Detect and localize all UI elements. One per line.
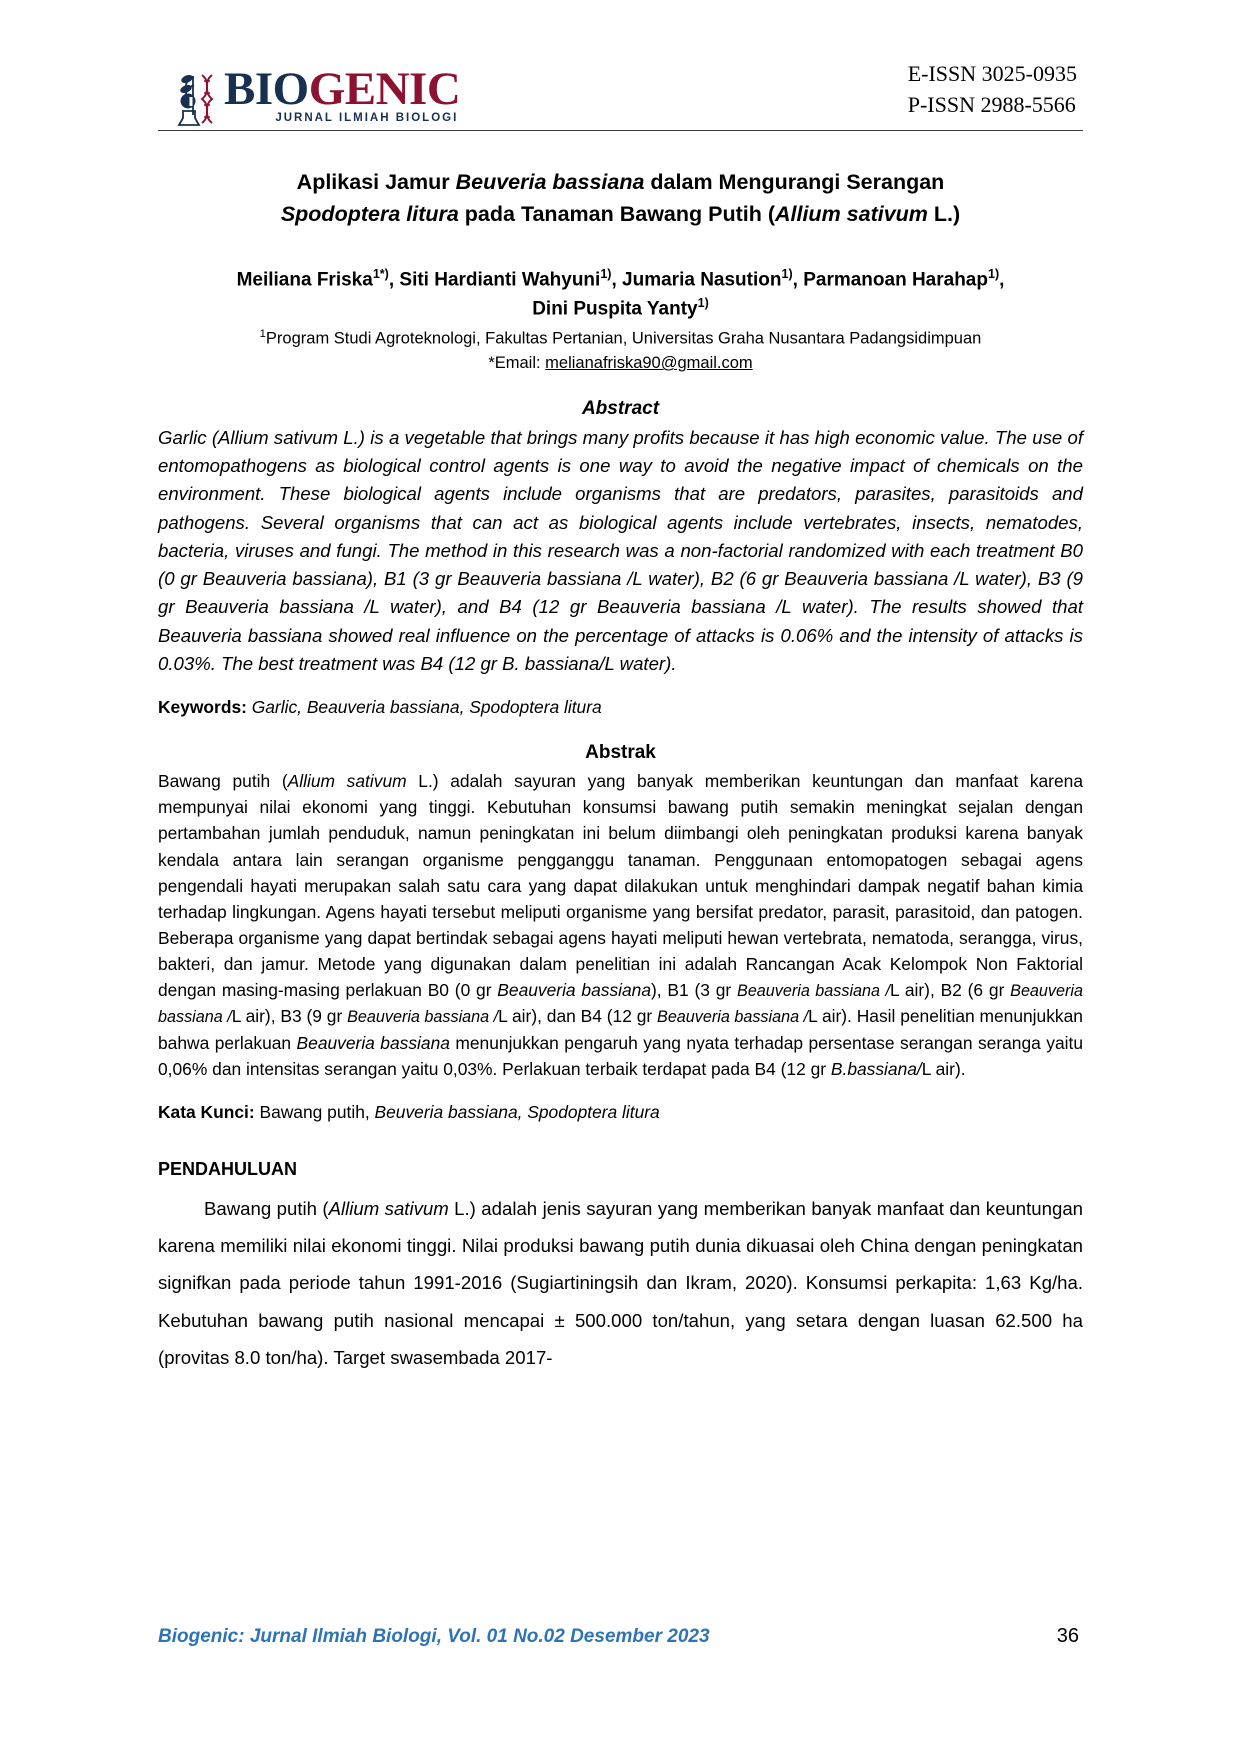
affiliation-marker: 1 bbox=[259, 327, 266, 340]
abstrak-heading: Abstrak bbox=[585, 742, 656, 764]
title-part-1: Aplikasi Jamur bbox=[296, 170, 456, 195]
abstrak-species-3: Beauveria bassiana / bbox=[737, 982, 890, 1001]
abstract-heading: Abstract bbox=[581, 397, 660, 419]
header-divider bbox=[158, 130, 1083, 131]
title-species-2: Spodoptera litura bbox=[280, 202, 459, 227]
footer-journal-line: Biogenic: Jurnal Ilmiah Biologi, Vol. 01 No.02 Desember 2023 bbox=[158, 1626, 710, 1647]
pendahuluan-species: Allium sativum bbox=[328, 1197, 449, 1219]
logo-wordmark bbox=[224, 62, 461, 125]
masthead bbox=[158, 0, 1083, 130]
abstrak-seg-h: menunjukkan pengaruh yang nyata terhadap persentase serangan seranga yaitu 0,06% dan intensitas serangan yaitu 0,03%. Perlakuan terbaik terdapat pada B4 (12 gr bbox=[158, 1032, 1083, 1079]
page-footer bbox=[158, 1625, 1083, 1648]
dna-plant-flask-icon bbox=[176, 71, 222, 127]
article-title bbox=[180, 167, 1061, 231]
abstrak-species-2: Beauveria bassiana bbox=[497, 980, 652, 1001]
issn-block bbox=[908, 58, 1083, 124]
title-species-3: Allium sativum bbox=[774, 202, 928, 227]
abstrak-species-8: B.bassiana/ bbox=[830, 1058, 922, 1079]
pendahuluan-heading: PENDAHULUAN bbox=[158, 1158, 297, 1179]
logo-word-bio: BIO bbox=[224, 62, 309, 115]
kata-kunci-species: Beuveria bassiana, Spodoptera litura bbox=[374, 1101, 660, 1122]
title-part-3: pada Tanaman Bawang Putih ( bbox=[458, 202, 775, 227]
pissn-text: P-ISSN 2988-5566 bbox=[907, 92, 1076, 118]
author-list bbox=[158, 265, 1083, 323]
abstrak-species-1: Allium sativum bbox=[287, 771, 407, 792]
title-species-1: Beuveria bassiana bbox=[455, 170, 645, 195]
abstrak-species-5: Beauveria bassiana / bbox=[347, 1008, 499, 1027]
title-part-2: dalam Mengurangi Serangan bbox=[644, 170, 945, 195]
pendahuluan-paragraph bbox=[158, 1190, 1083, 1376]
pendahuluan-seg-a: Bawang putih ( bbox=[204, 1197, 329, 1219]
logo-subtitle: JURNAL ILMIAH BIOLOGI bbox=[275, 112, 459, 125]
logo-word bbox=[224, 62, 461, 115]
title-part-4: L.) bbox=[927, 202, 961, 227]
logo-word-genic: GENIC bbox=[308, 62, 461, 115]
abstract-text: Garlic (Allium sativum L.) is a vegetable that brings many profits because it has high economic value. The use of entomopathogens as biological control agents is one way to avoid the negative impact of chemicals on the environment. These biological agents include organisms that are predators, parasites, parasitoids and pathogens. Several organisms that can act as biological agents include vertebrates, insects, nematodes, bacteria, viruses and fungi. The method in this research was a non-factorial randomized with each treatment B0 (0 gr Beauveria bassiana), B1 (3 gr Beauveria bassiana /L water), B2 (6 gr Beauveria bassiana /L water), B3 (9 gr Beauveria bassiana /L water), and B4 (12 gr Beauveria bassiana /L water). The results showed that Beauveria bassiana showed real influence on the percentage of attacks is 0.06% and the intensity of attacks is 0.03%. The best treatment was B4 (12 gr B. bassiana/L water). bbox=[158, 426, 1083, 674]
abstrak-seg-a: Bawang putih ( bbox=[158, 771, 288, 792]
author-line-1: Meiliana Friska$^{1*)}$, Siti Hardianti Wahyuni$^{1)}$, Jumaria Nasution$^{1)}$, Parmanoan Harahap$^{1)}$, bbox=[236, 267, 1005, 291]
email-link[interactable]: melianafriska90@gmail.com bbox=[545, 354, 753, 373]
page-content bbox=[158, 0, 1083, 1376]
keywords-value: Garlic, Beauveria bassiana, Spodoptera litura bbox=[246, 697, 602, 718]
kata-kunci-line bbox=[158, 1099, 1083, 1125]
abstrak-seg-e: L air), B3 (9 gr bbox=[231, 1006, 348, 1027]
kata-kunci-value: Bawang putih, bbox=[254, 1101, 375, 1122]
pendahuluan-seg-b: L.) adalah jenis sayuran yang memberikan banyak manfaat dan keuntungan karena memiliki nilai ekonomi tinggi. Nilai produksi bawang putih dunia dikuasai oleh China dengan peningkatan signifkan pada periode tahun 1991-2016 (Sugiartiningsih dan Ikram, 2020). Konsumsi perkapita: 1,63 Kg/ha. Kebutuhan bawang putih nasional mencapai ± 500.000 ton/tahun, yang setara dengan luasan 62.500 ha (provitas 8.0 ton/ha). Target swasembada 2017- bbox=[158, 1197, 1083, 1368]
abstrak-seg-f: L air), dan B4 (12 gr bbox=[498, 1006, 658, 1027]
keywords-label: Keywords: bbox=[158, 697, 247, 718]
abstrak-species-4: Beauveria bassiana / bbox=[158, 982, 1083, 1027]
abstrak-seg-d: L air), B2 (6 gr bbox=[890, 980, 1011, 1001]
eissn-text: E-ISSN 3025-0935 bbox=[907, 61, 1077, 86]
affiliation-text: Program Studi Agroteknologi, Fakultas Pertanian, Universitas Graha Nusantara Padangsidimpuan bbox=[265, 329, 982, 348]
keywords-line bbox=[158, 694, 1083, 720]
abstrak-seg-j: L air). bbox=[921, 1058, 966, 1079]
abstrak-text bbox=[158, 768, 1083, 1082]
footer-page-number: 36 bbox=[1056, 1625, 1079, 1647]
abstrak-seg-c: ), B1 (3 gr bbox=[651, 980, 738, 1001]
author-affiliation bbox=[158, 326, 1083, 351]
abstrak-seg-g: L air). Hasil penelitian menunjukkan bahwa perlakuan bbox=[158, 1006, 1083, 1053]
journal-logo bbox=[176, 62, 461, 125]
corresponding-email-line bbox=[158, 351, 1083, 376]
email-label: *Email: bbox=[488, 354, 546, 373]
kata-kunci-label: Kata Kunci: bbox=[158, 1101, 255, 1122]
abstrak-species-7: Beauveria bassiana bbox=[296, 1032, 450, 1053]
author-line-2: Dini Puspita Yanty$^{1)}$ bbox=[532, 295, 709, 320]
abstrak-species-6: Beauveria bassiana / bbox=[657, 1008, 809, 1027]
abstrak-seg-b: L.) adalah sayuran yang banyak memberikan keuntungan dan manfaat karena mempunyai nilai ekonomi yang tinggi. Kebutuhan konsumsi bawang putih semakin meningkat sejalan dengan pertambahan jumlah penduduk, namun peningkatan ini belum diimbangi oleh peningkatan produksi karena banyak kendala antara lain serangan organisme pengganggu tanaman. Penggunaan entomopatogen sebagai agens pengendali hayati merupakan salah satu cara yang dapat dilakukan untuk menghindari dampak negatif bahan kimia terhadap lingkungan. Agens hayati tersebut meliputi organisme yang bersifat predator, parasit, parasitoid, dan patogen. Beberapa organisme yang dapat bertindak sebagai agens hayati meliputi hewan vertebrata, nematoda, serangga, virus, bakteri, dan jamur. Metode yang digunakan dalam penelitian ini adalah Rancangan Acak Kelompok Non Faktorial dengan masing-masing perlakuan B0 (0 gr bbox=[158, 771, 1083, 1001]
